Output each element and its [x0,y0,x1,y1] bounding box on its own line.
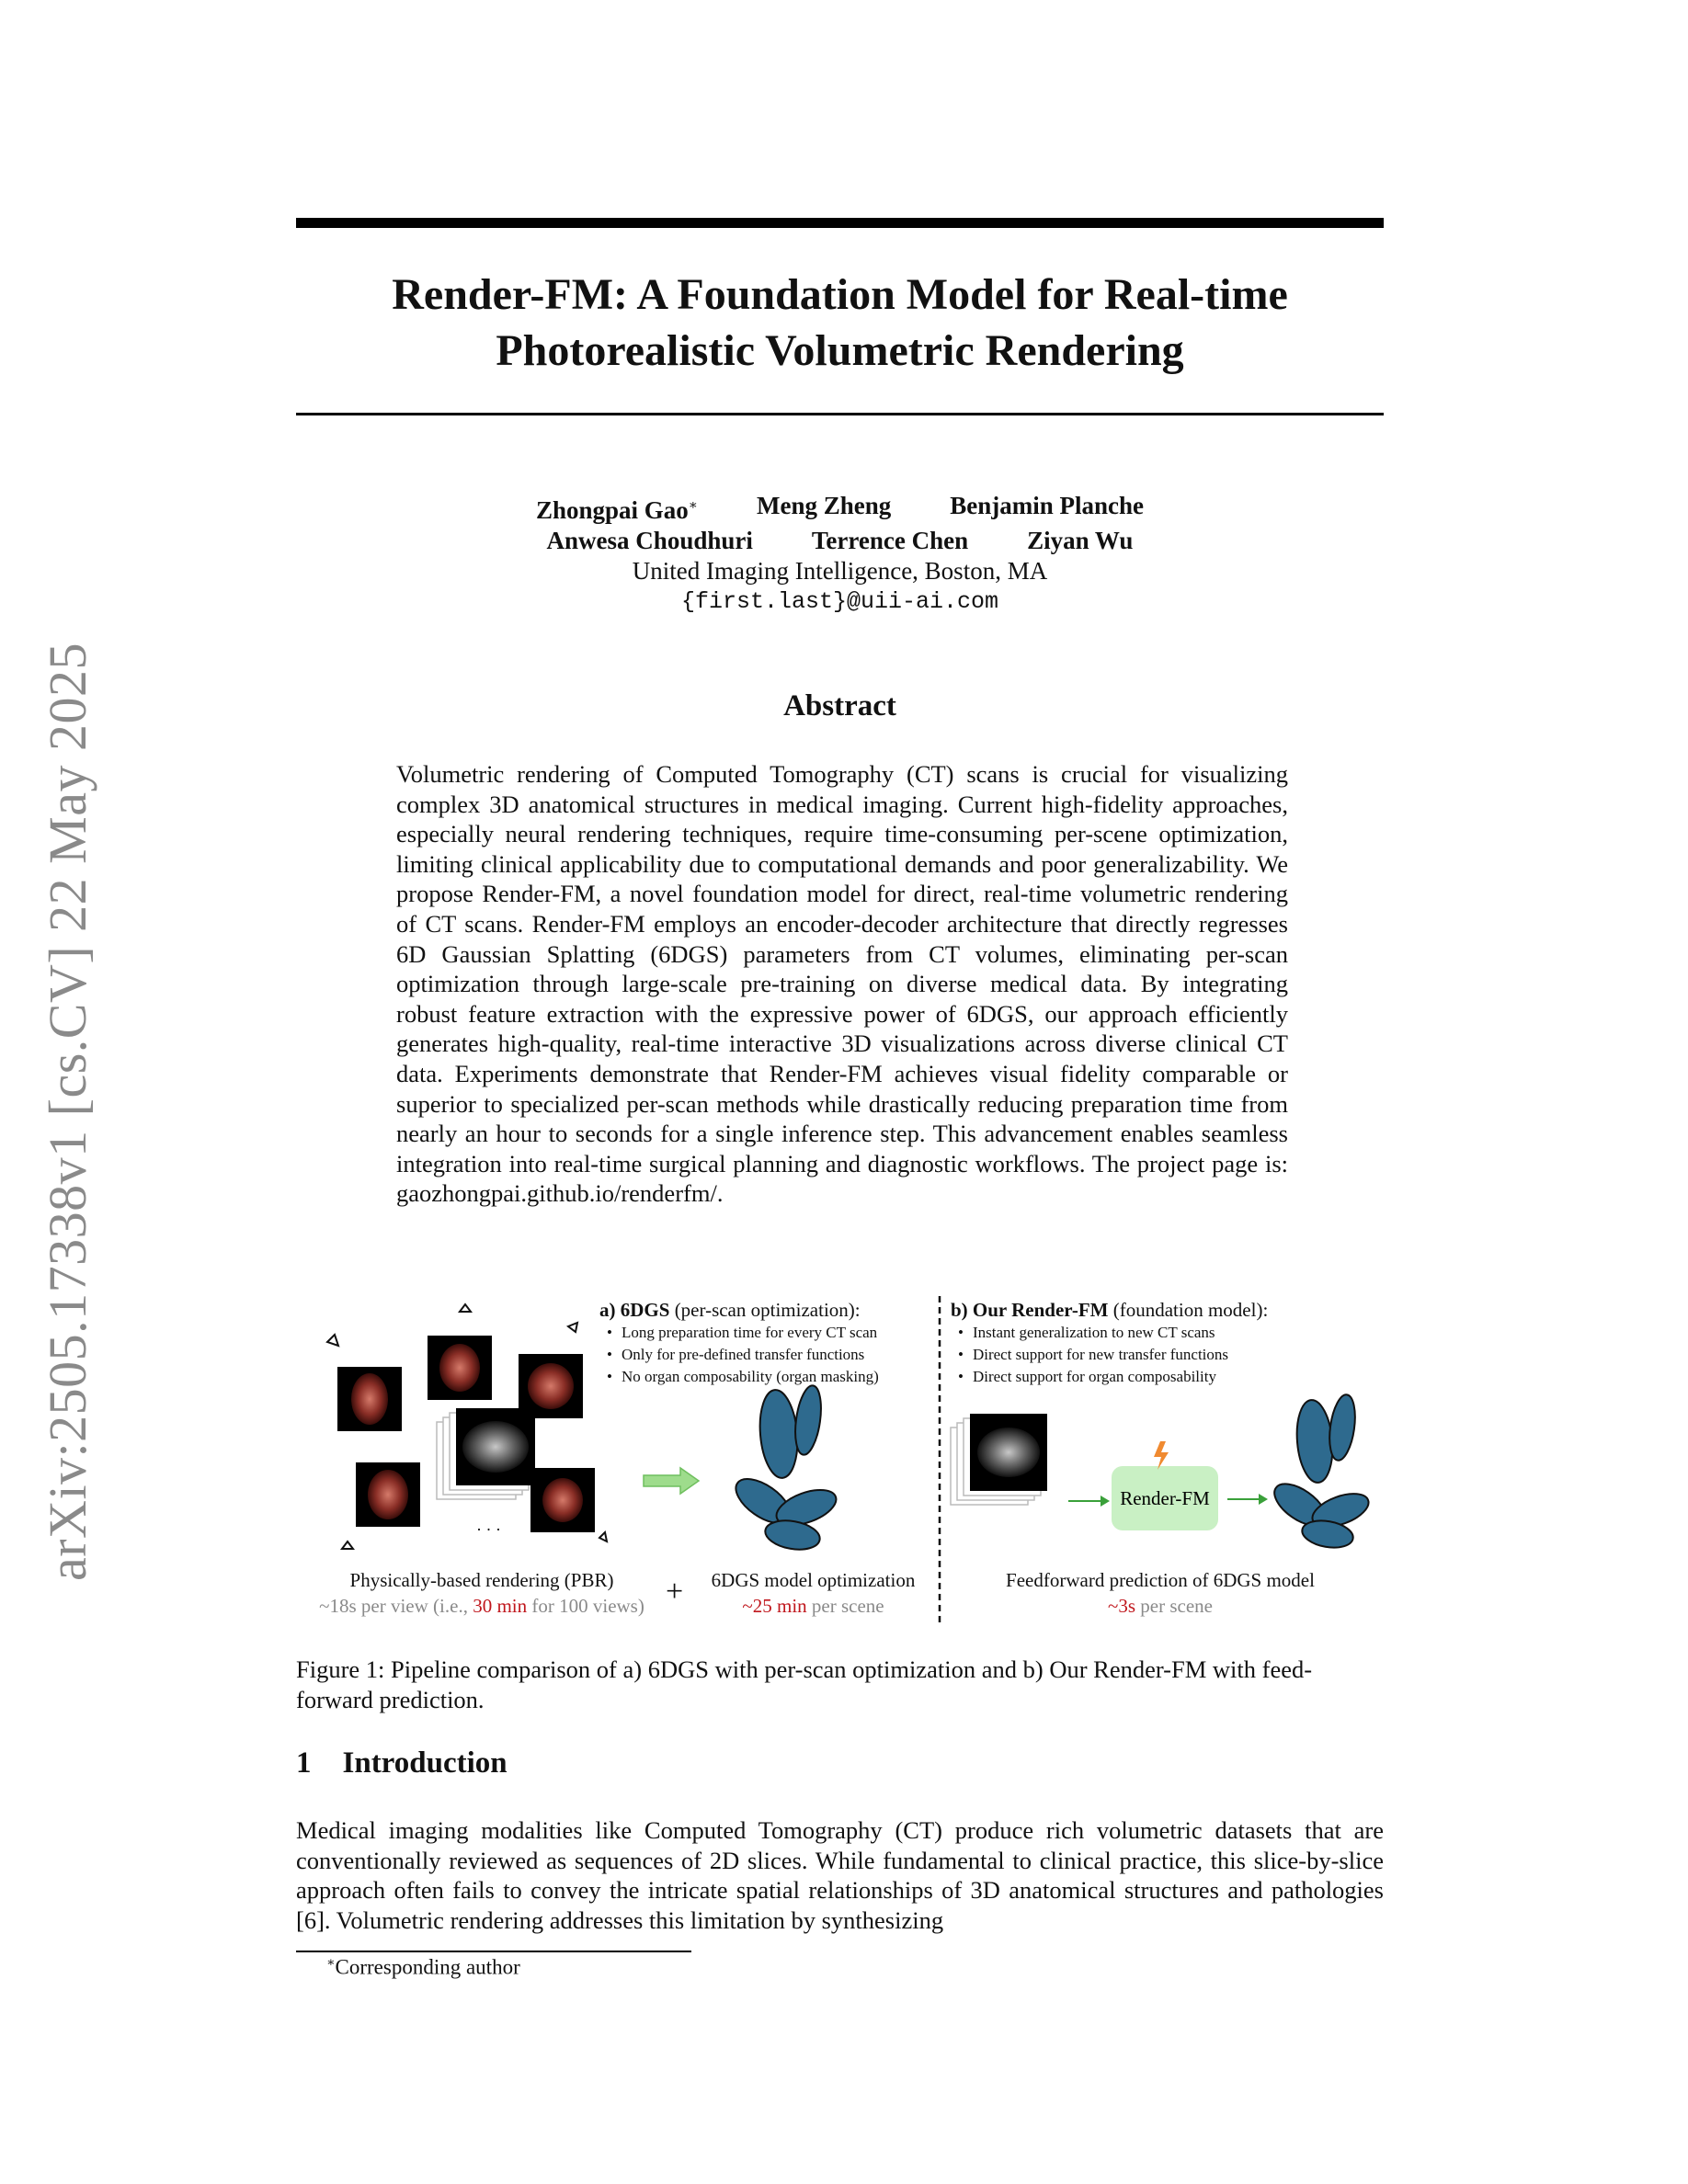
gaussian-splats-a [728,1384,840,1553]
section-heading [296,1746,508,1780]
panel-b-sub: (foundation model): [1112,1299,1269,1321]
figure-1 [296,1291,1384,1632]
ct-slice [456,1408,535,1485]
abstract-body: Volumetric rendering of Computed Tomography (CT) scans is crucial for visualizing complex 3D anatomical structures in medical imaging. Current high-fidelity approaches, especially neural rendering techniques, require time-consuming per-scene optimization, limiting clinical applicability due to computational demands and poor generalizability. We propose Render-FM, a novel foundation model for direct, real-time volumetric rendering of CT scans. Render-FM employs an encoder-decoder architecture that directly regresses 6D Gaussian Splatting (6DGS) parameters from CT volumes, eliminating per-scan optimization through large-scale pre-training on diverse medical data. By integrating robust feature extraction with the expressive power of 6DGS, our approach efficiently generates high-quality, real-time interactive 3D visualizations across diverse clinical CT data. Experiments demonstrate that Render-FM achieves visual fidelity comparable or superior to specialized per-scan methods while drastically reducing preparation time from nearly an hour to seconds for a single inference step. This advancement enables seamless integration into real-time surgical planning and diagnostic workflows. The project page is: gaozhongpai.github.io/renderfm/. [396,760,1288,1208]
list-item: • Direct support for new transfer functions [958,1344,1374,1366]
opt-time: ~25 min per scene [742,1595,884,1617]
panel-a-header [599,1299,935,1322]
author-name: Anwesa Choudhuri [546,527,753,554]
author-name: Terrence Chen [811,527,969,554]
author-name: Zhongpai Gao∗ [535,496,698,524]
author-block [296,491,1384,617]
list-item: • Only for pre-defined transfer functions [607,1344,935,1366]
corresponding-mark: ∗ [688,498,698,513]
ff-time: ~3s per scene [1108,1595,1213,1617]
footnote-rule [296,1951,691,1952]
footnote-text: Corresponding author [335,1955,520,1979]
panel-a-sub: (per-scan optimization): [674,1299,861,1321]
author-name: Benjamin Planche [950,492,1145,519]
ct-slice [970,1414,1047,1491]
list-item: • Long preparation time for every CT scan [607,1322,935,1344]
optimize-arrow-icon [644,1468,699,1494]
ff-stage-label [949,1567,1372,1619]
email: {first.last}@uii-ai.com [680,588,999,615]
top-thick-rule [296,218,1384,228]
gaussian-splats-b [1268,1393,1374,1552]
paper-title [296,267,1384,379]
title-line-2: Photorealistic Volumetric Rendering [496,326,1184,375]
pbr-label: Physically-based rendering (PBR) [349,1569,614,1591]
ff-label: Feedforward prediction of 6DGS model [1006,1569,1315,1591]
intro-paragraph: Medical imaging modalities like Computed Tomography (CT) produce rich volumetric datasets that are conventionally reviewed as sequences of 2D slices. While fundamental to clinical practice, this slice-by-slice approach often fails to convey the intricate spatial relationships of 3D anatomical structures and pathologies [6]. Volumetric rendering addresses this limitation by synthesizing [296,1816,1384,1934]
section-number: 1 [296,1746,312,1780]
renderfm-box-label: Render-FM [1120,1487,1210,1509]
section-title: Introduction [342,1746,508,1780]
affiliation: United Imaging Intelligence, Boston, MA [632,557,1048,585]
pbr-time: ~18s per view (i.e., 30 min for 100 views) [319,1595,644,1617]
title-bottom-rule [296,413,1384,415]
title-line-1: Render-FM: A Foundation Model for Real-time [392,270,1288,319]
author-name: Ziyan Wu [1027,527,1134,554]
pbr-thumb [428,1336,492,1400]
pbr-thumb [530,1468,595,1532]
opt-stage-label [691,1567,935,1619]
panel-b-bullets [958,1322,1374,1388]
panel-a-label: a) 6DGS [599,1299,670,1321]
panel-b-description [951,1299,1374,1388]
author-name: Meng Zheng [756,492,892,519]
panel-a-bullets [607,1322,935,1388]
pbr-thumb [356,1462,420,1527]
dots-ellipsis: · · · [476,1520,501,1539]
figure-caption: Figure 1: Pipeline comparison of a) 6DGS with per-scan optimization and b) Our Render-FM with feed-forward prediction. [296,1655,1313,1713]
plus-sign: + [666,1575,684,1609]
pbr-stage-label [289,1567,675,1619]
panel-b-header [951,1299,1374,1322]
arxiv-stamp: arXiv:2505.17338v1 [cs.CV] 22 May 2025 [38,642,97,1581]
authors-row-1 [296,491,1384,526]
footnote-mark: ∗ [326,1956,336,1970]
list-item: • No organ composability (organ masking) [607,1366,935,1388]
opt-label: 6DGS model optimization [711,1569,916,1591]
abstract-heading: Abstract [783,689,896,722]
list-item: • Instant generalization to new CT scans [958,1322,1374,1344]
pbr-thumb [337,1367,402,1431]
panel-b-label: b) Our Render-FM [951,1299,1109,1321]
footnote [326,1955,520,1980]
panel-a-description [599,1299,935,1388]
list-item: • Direct support for organ composability [958,1366,1374,1388]
lightning-icon [1154,1441,1169,1470]
authors-row-2 [296,526,1384,556]
